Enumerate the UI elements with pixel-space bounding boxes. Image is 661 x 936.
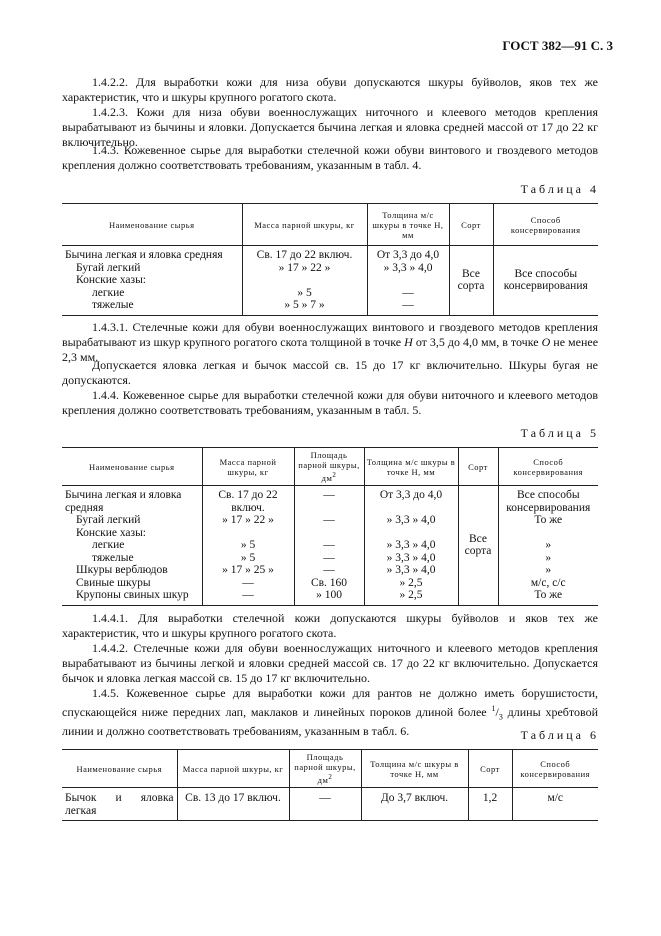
t4-cell bbox=[242, 274, 367, 287]
t5-cell: — bbox=[202, 577, 294, 590]
para-1-4-2-3: 1.4.2.3. Кожи для низа обуви военнослужащих ниточного и клеевого методов крепления вырабатывают из бычины и яловки. Допускается бычина легкая и яловка средней массой от 17 до 22 кг включительно. bbox=[62, 105, 598, 149]
t5-cell: » 3,3 » 4,0 bbox=[364, 564, 458, 577]
para-1-4-4: 1.4.4. Кожевенное сырье для выработки стелечной кожи для обуви ниточного и клеевого методов крепления должно соответствовать требованиям, указанным в табл. 5. bbox=[62, 388, 598, 417]
t4-header-sort: Сорт bbox=[449, 204, 493, 246]
t4-header-method: Способ консервирования bbox=[493, 204, 598, 246]
fraction-one-third: $^1/_3$ bbox=[491, 704, 503, 722]
t5-cell: Св. 160 bbox=[294, 577, 364, 590]
t5-cell bbox=[202, 527, 294, 540]
t4-header-thickness: Толщина м/с шкуры в точке Н, мм bbox=[367, 204, 449, 246]
t5-cell bbox=[364, 527, 458, 540]
t5-cell: » 17 » 22 » bbox=[202, 514, 294, 527]
t6-cell: м/с bbox=[512, 788, 598, 821]
t5-cell: м/с, с/с bbox=[498, 577, 598, 590]
t5-cell: » 5 bbox=[202, 539, 294, 552]
t5-cell: » bbox=[498, 539, 598, 552]
t5-sort-cell: Все сорта bbox=[458, 486, 498, 606]
t5-cell: — bbox=[294, 564, 364, 577]
t5-header-thickness: Толщина м/с шкуры в точке Н, мм bbox=[364, 448, 458, 486]
t6-header-sort: Сорт bbox=[468, 750, 512, 788]
t6-cell: — bbox=[289, 788, 361, 821]
t6-header-method: Способ консервирования bbox=[512, 750, 598, 788]
t5-header-mass: Масса парной шкуры, кг bbox=[202, 448, 294, 486]
table-6-caption: Таблица 6 bbox=[520, 728, 599, 742]
table-row bbox=[62, 539, 598, 552]
t4-cell: » 5 » 7 » bbox=[242, 299, 367, 315]
table-row bbox=[62, 589, 598, 605]
t5-cell bbox=[294, 527, 364, 540]
t5-cell: Бугай легкий bbox=[76, 514, 141, 526]
t4-cell: Конские хазы: bbox=[76, 274, 146, 286]
t4-cell: Бычина легкая и яловка средняя bbox=[65, 249, 223, 261]
t5-cell: Св. 17 до 22 включ. bbox=[202, 486, 294, 515]
t5-cell: легкие bbox=[92, 539, 125, 551]
table-4 bbox=[62, 203, 598, 316]
t6-header-mass: Масса парной шкуры, кг bbox=[177, 750, 289, 788]
table-row bbox=[62, 577, 598, 590]
para-allowed: Допускается яловка легкая и бычок массой св. 15 до 17 кг включительно. Шкуры бугая не допускаются. bbox=[62, 358, 598, 387]
t4-cell: » 5 bbox=[242, 287, 367, 300]
t5-cell: » 100 bbox=[294, 589, 364, 605]
t5-header-name: Наименование сырья bbox=[62, 448, 202, 486]
t5-cell: Шкуры верблюдов bbox=[76, 564, 168, 576]
t5-cell: Все способы консервирования bbox=[498, 486, 598, 515]
t5-cell bbox=[498, 527, 598, 540]
t6-header-area: Площадь парной шкуры, $дм^2$ bbox=[289, 750, 361, 788]
t6-header-name: Наименование сырья bbox=[62, 750, 177, 788]
table-5-caption: Таблица 5 bbox=[520, 426, 599, 440]
t4-cell: От 3,3 до 4,0 bbox=[367, 246, 449, 262]
t5-cell: Крупоны свиных шкур bbox=[76, 589, 189, 601]
t5-cell: » 17 » 25 » bbox=[202, 564, 294, 577]
t5-cell: » 3,3 » 4,0 bbox=[364, 552, 458, 565]
t4-cell: — bbox=[367, 287, 449, 300]
t4-cell: » 17 » 22 » bbox=[242, 262, 367, 275]
t5-cell: тяжелые bbox=[92, 551, 134, 564]
t4-cell: Св. 17 до 22 включ. bbox=[242, 246, 367, 262]
para-1-4-3-1: 1.4.3.1. Стелечные кожи для обуви военнослужащих винтового и гвоздевого методов крепления вырабатывают из шкур крупного рогатого скота толщиной в точке H от 3,5 до 4,0 мм, в точке O не менее 2,3 мм. bbox=[62, 320, 599, 364]
t5-header-method: Способ консервирования bbox=[498, 448, 598, 486]
t5-cell: » bbox=[498, 552, 598, 565]
t4-header-name: Наименование сырья bbox=[62, 204, 242, 246]
table-4-caption: Таблица 4 bbox=[520, 182, 599, 196]
t6-cell: 1,2 bbox=[468, 788, 512, 821]
t5-cell: » 3,3 » 4,0 bbox=[364, 539, 458, 552]
t4-method-cell: Все способы консервирования bbox=[493, 246, 598, 316]
table-row bbox=[62, 514, 598, 527]
t4-cell: тяжелые bbox=[92, 299, 134, 311]
t4-cell bbox=[367, 274, 449, 287]
t5-cell: Конские хазы: bbox=[76, 526, 146, 539]
table-row bbox=[62, 527, 598, 540]
t4-cell: Бугай легкий bbox=[76, 261, 141, 274]
t6-cell: До 3,7 включ. bbox=[361, 788, 468, 821]
t5-cell: — bbox=[294, 514, 364, 527]
t5-cell: Свиные шкуры bbox=[76, 576, 151, 589]
para-1-4-4-1: 1.4.4.1. Для выработки стелечной кожи допускаются шкуры буйволов и яков тех же характеристик, что и шкуры крупного рогатого скота. bbox=[62, 611, 598, 640]
table-row bbox=[62, 246, 598, 262]
t5-cell: » 2,5 bbox=[364, 577, 458, 590]
para-1-4-4-2: 1.4.4.2. Стелечные кожи для обуви военнослужащих ниточного и клеевого методов крепления вырабатывают из бычины легкой и яловки средней массой св. 17 до 22 кг включительно. Допускается бычок и яловка легкая массой св. 15 до 17 кг включительно. bbox=[62, 641, 598, 685]
t5-cell: — bbox=[202, 589, 294, 605]
t5-cell: — bbox=[294, 486, 364, 515]
t5-cell: То же bbox=[498, 514, 598, 527]
t5-cell: » bbox=[498, 564, 598, 577]
table-5 bbox=[62, 447, 598, 606]
t6-cell: Бычок и яловка легкая bbox=[65, 792, 174, 817]
t4-cell: легкие bbox=[92, 286, 125, 299]
table-row bbox=[62, 552, 598, 565]
t4-header-mass: Масса парной шкуры, кг bbox=[242, 204, 367, 246]
table-row bbox=[62, 486, 598, 515]
t5-cell: То же bbox=[498, 589, 598, 605]
t5-cell: » 3,3 » 4,0 bbox=[364, 514, 458, 527]
t5-header-area: Площадь парной шкуры, $дм^2$ bbox=[294, 448, 364, 486]
t6-cell: Св. 13 до 17 включ. bbox=[177, 788, 289, 821]
t4-cell: » 3,3 » 4,0 bbox=[367, 262, 449, 275]
t5-cell: » 5 bbox=[202, 552, 294, 565]
table-row bbox=[62, 564, 598, 577]
t4-sort-cell: Все сорта bbox=[449, 246, 493, 316]
t5-cell: — bbox=[294, 539, 364, 552]
table-6 bbox=[62, 749, 598, 821]
t5-cell: Бычина легкая и яловка средняя bbox=[65, 489, 182, 514]
t5-cell: — bbox=[294, 552, 364, 565]
t5-cell: От 3,3 до 4,0 bbox=[364, 486, 458, 515]
para-1-4-3: 1.4.3. Кожевенное сырье для выработки стелечной кожи обуви винтового и гвоздевого методов крепления должно соответствовать требованиям, указанным в табл. 4. bbox=[62, 143, 598, 172]
t6-header-thickness: Толщина м/с шкуры в точке Н, мм bbox=[361, 750, 468, 788]
table-row bbox=[62, 788, 598, 821]
t4-cell: — bbox=[367, 299, 449, 315]
t5-cell: » 2,5 bbox=[364, 589, 458, 605]
para-1-4-2-2: 1.4.2.2. Для выработки кожи для низа обуви допускаются шкуры буйволов, яков тех же характеристик, что и шкуры крупного рогатого скота. bbox=[62, 75, 598, 104]
para-1-4-5: 1.4.5. Кожевенное сырье для выработки кожи для рантов не должно иметь борушистости, спускающейся ниже передних лап, маклаков и линейных пороков длиной более $^1/_3$ длины хребтовой линии и должно соответствовать требованиям, указанным в табл. 6. bbox=[62, 686, 598, 739]
page-header: ГОСТ 382—91 С. 3 bbox=[502, 38, 613, 53]
t5-header-sort: Сорт bbox=[458, 448, 498, 486]
